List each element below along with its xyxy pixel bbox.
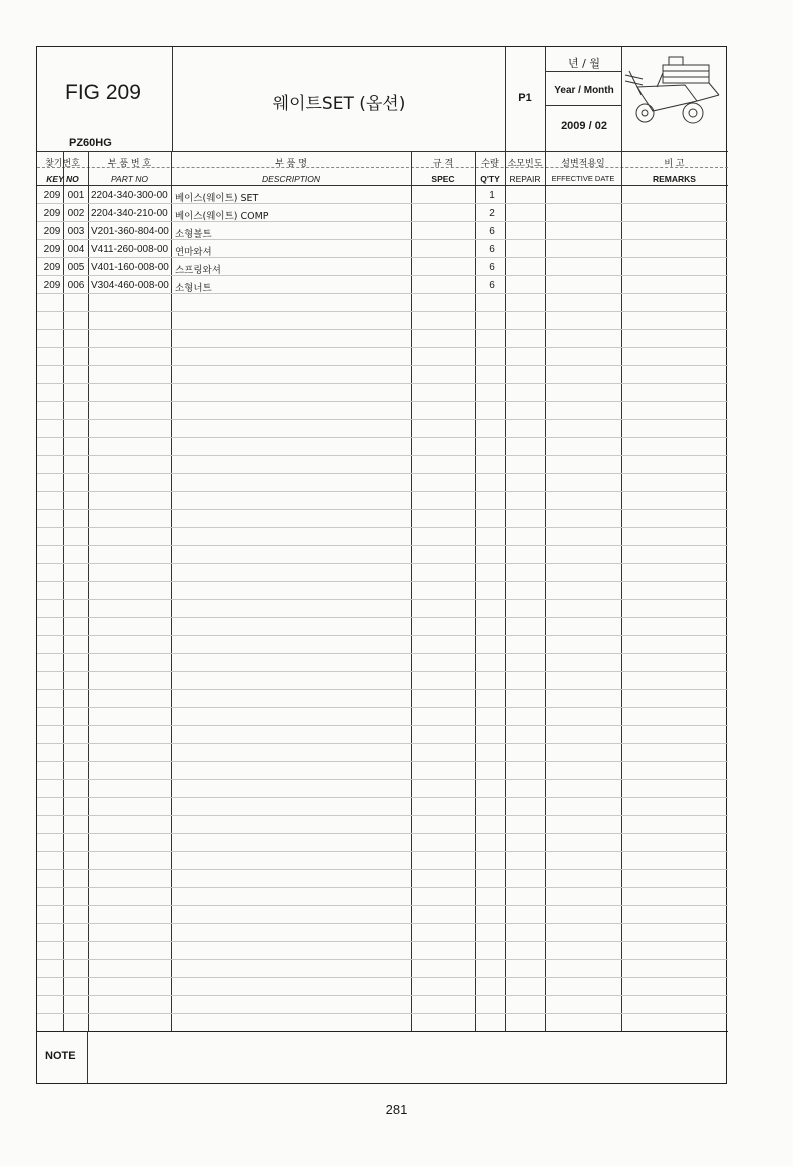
col-effective-date-ko: 설변적용일 [561, 159, 605, 169]
description-cell: 베이스(웨이트) SET [175, 193, 259, 204]
rule-line [37, 635, 728, 636]
rule-line [37, 653, 728, 654]
col-key-no-en: KEY NO [46, 174, 79, 184]
rule-line [37, 869, 728, 870]
part-no-cell: V201-360-804-00 [91, 226, 169, 237]
model-name: PZ60HG [69, 137, 112, 149]
fig-cell: 209 [43, 190, 61, 201]
rule-line [37, 743, 728, 744]
parts-list-sheet [36, 46, 727, 1084]
col-qty-en: Q'TY [480, 174, 500, 184]
divider [545, 71, 621, 72]
fig-cell: 209 [43, 244, 61, 255]
page-number: 281 [385, 1102, 408, 1117]
rule-line [37, 725, 728, 726]
part-no-cell: 2204-340-210-00 [91, 208, 168, 219]
key-cell: 004 [67, 244, 85, 255]
rule-line [37, 491, 728, 492]
rule-line [37, 527, 728, 528]
rule-line [37, 779, 728, 780]
qty-cell: 6 [489, 280, 495, 291]
rule-line [37, 383, 728, 384]
rule-line [37, 815, 728, 816]
key-cell: 005 [67, 262, 85, 273]
rule-line [37, 761, 728, 762]
table-row [37, 259, 728, 277]
key-cell: 006 [67, 280, 85, 291]
description-cell: 소형볼트 [175, 229, 212, 240]
col-repair-ko: 소모빈도 [507, 159, 543, 169]
key-cell: 003 [67, 226, 85, 237]
col-repair-en: REPAIR [509, 174, 541, 184]
rule-line [37, 707, 728, 708]
rule-line [37, 581, 728, 582]
divider [545, 47, 546, 151]
col-description-ko: 부 품 명 [275, 159, 307, 169]
rule-line [37, 977, 728, 978]
qty-cell: 6 [489, 226, 495, 237]
rule-line [37, 311, 728, 312]
rule-line [37, 959, 728, 960]
col-part-no-en: PART NO [111, 174, 148, 184]
rule-line [37, 599, 728, 600]
col-spec-en: SPEC [431, 174, 455, 184]
rule-line [37, 473, 728, 474]
table-row [37, 205, 728, 223]
rule-line [37, 437, 728, 438]
rule-line [37, 851, 728, 852]
rule-line [37, 617, 728, 618]
figure-number: FIG 209 [65, 81, 141, 104]
col-part-no-ko: 부 품 번 호 [107, 159, 152, 169]
table-row [37, 223, 728, 241]
rule-line [37, 365, 728, 366]
divider [621, 47, 622, 151]
qty-cell: 6 [489, 244, 495, 255]
description-cell: 연마와셔 [175, 247, 212, 258]
part-no-cell: 2204-340-300-00 [91, 190, 168, 201]
col-key-no-ko: 찾기번호 [45, 159, 80, 169]
col-qty-ko: 수량 [481, 159, 499, 169]
table-row [37, 187, 728, 205]
description-cell: 베이스(웨이트) COMP [175, 211, 269, 222]
rule-line [37, 455, 728, 456]
part-no-cell: V304-460-008-00 [91, 280, 169, 291]
rule-line [37, 563, 728, 564]
col-effective-date-en: EFFECTIVE DATE [551, 174, 615, 183]
description-cell: 스프링와셔 [175, 265, 221, 276]
rule-line [37, 671, 728, 672]
divider [37, 1031, 728, 1032]
fig-cell: 209 [43, 226, 61, 237]
col-spec-ko: 규 격 [432, 159, 454, 169]
key-cell: 002 [67, 208, 85, 219]
sheet-page-number: P1 [518, 92, 532, 104]
table-row [37, 277, 728, 295]
rule-line [37, 995, 728, 996]
rule-line [37, 941, 728, 942]
note-label: NOTE [45, 1050, 76, 1062]
divider [87, 1031, 88, 1083]
fig-cell: 209 [43, 280, 61, 291]
rule-line [37, 545, 728, 546]
rule-line [37, 905, 728, 906]
rule-line [37, 689, 728, 690]
col-remarks-en: REMARKS [653, 174, 696, 184]
rule-line [37, 329, 728, 330]
qty-cell: 1 [489, 190, 495, 201]
rice-transplanter-icon [623, 51, 727, 137]
divider [37, 151, 728, 152]
part-no-cell: V401-160-008-00 [91, 262, 169, 273]
col-remarks-ko: 비 고 [664, 159, 685, 169]
qty-cell: 6 [489, 262, 495, 273]
rule-line [37, 923, 728, 924]
rule-line [37, 833, 728, 834]
rule-line [37, 797, 728, 798]
rule-line [37, 887, 728, 888]
rule-line [37, 509, 728, 510]
year-month-label-ko: 년 / 월 [568, 57, 600, 70]
description-cell: 소형너트 [175, 283, 212, 294]
divider [545, 105, 621, 106]
key-cell: 001 [67, 190, 85, 201]
rule-line [37, 347, 728, 348]
col-description-en: DESCRIPTION [261, 174, 321, 184]
qty-cell: 2 [489, 208, 495, 219]
rule-line [37, 401, 728, 402]
rule-line [37, 1013, 728, 1014]
fig-cell: 209 [43, 262, 61, 273]
part-no-cell: V411-260-008-00 [91, 244, 169, 255]
fig-cell: 209 [43, 208, 61, 219]
year-month-label-en: Year / Month [554, 85, 614, 96]
page-title: 웨이트SET (옵션) [272, 94, 406, 114]
year-month-value: 2009 / 02 [561, 120, 607, 132]
table-row [37, 241, 728, 259]
rule-line [37, 419, 728, 420]
divider [37, 185, 728, 186]
